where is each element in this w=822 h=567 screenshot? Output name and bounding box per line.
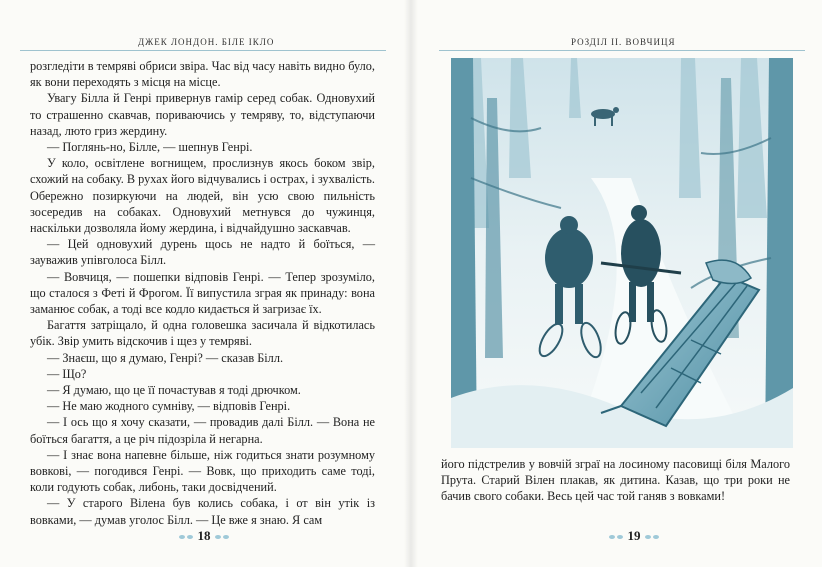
left-body-text xyxy=(30,58,375,528)
paragraph: — Знаєш, що я думаю, Генрі? — сказав Білл. xyxy=(47,350,284,365)
right-body-text xyxy=(441,456,790,505)
paragraph: — Не маю жодного сумніву, — відповів Генрі. xyxy=(47,399,291,414)
paragraph: — Цей одновухий дурень щось не надто й боїться, — зауважив упівголоса Білл. xyxy=(30,237,375,268)
header-rule-left xyxy=(20,50,386,51)
paragraph: Увагу Білла й Генрі привернув гамір серед собак. Одновухий то страшенно скавчав, пориваючись у темряву, то, відступаючи назад, люто гриз жердину. xyxy=(30,91,375,138)
paragraph: — Я думаю, що це її почастував я тоді дрючком. xyxy=(47,383,301,398)
ornament-icon xyxy=(215,535,221,539)
ornament-icon xyxy=(645,535,651,539)
paragraph: — Вовчиця, — пошепки відповів Генрі. — Тепер зрозуміло, що сталося з Феті й Фрогом. Її випустила зграя як принаду: вона заманює собак, а тоді все кодло кидається й загризає їх. xyxy=(30,269,375,317)
page-number-left xyxy=(164,528,244,544)
page-number-value: 18 xyxy=(197,528,211,543)
page-number-right xyxy=(594,528,674,544)
paragraph: його підстрелив у вовчій зграї на лосиному пасовищі біля Малого Прута. Старий Вілен плакав, як дитина. Казав, що три роки не бачив свого собаки. Весь цей час той ганяв з вовками! xyxy=(441,457,790,504)
paragraph: — Що? xyxy=(47,366,87,381)
paragraph: розгледіти в темряві обриси звіра. Час від часу навіть видно було, як вони переходять з місця на місце. xyxy=(30,59,375,90)
ornament-icon xyxy=(223,535,229,539)
paragraph: — І ось що я хочу сказати, — провадив далі Білл. — Вона не боїться багаття, а це річ підозріла й негарна. xyxy=(30,415,375,446)
ornament-icon xyxy=(187,535,193,539)
running-head-right: РОЗДІЛ ІІ. ВОВЧИЦЯ xyxy=(571,37,676,47)
ornament-icon xyxy=(609,535,615,539)
illustration-snow-forest-sled xyxy=(451,58,793,448)
paragraph: У коло, освітлене вогнищем, прослизнув якось боком звір, схожий на собаку. В рухах його відчувались і острах, і зухвалість. Обережно позиркуючи на людей, він усю свою пильність зосередив на собаках. Одновухий метнувся до чужинця, наскільки дозволяла йому жердина, і відчайдушно заскавчав. xyxy=(30,156,375,236)
ornament-icon xyxy=(653,535,659,539)
right-page xyxy=(411,0,822,567)
ornament-icon xyxy=(179,535,185,539)
ornament-icon xyxy=(617,535,623,539)
running-head-left: ДЖЕК ЛОНДОН. БІЛЕ ІКЛО xyxy=(138,37,275,47)
page-number-value: 19 xyxy=(627,528,641,543)
paragraph: — І знає вона напевне більше, ніж годиться знати розумному вовкові, — погодився Генрі. — Вовк, що приходить саме тоді, коли годують собак, либонь, таки досвідчений. xyxy=(30,447,375,495)
paragraph: — У старого Вілена був колись собака, і от він утік із вовками, — думав уголос Білл. — Це вже я знаю. Я сам xyxy=(30,496,375,527)
paragraph: — Поглянь-но, Білле, — шепнув Генрі. xyxy=(47,140,253,155)
header-rule-right xyxy=(439,50,805,51)
paragraph: Багаття затріщало, й одна головешка засичала й відкотилась убік. Звір умить відскочив і щез у темряві. xyxy=(30,318,375,349)
